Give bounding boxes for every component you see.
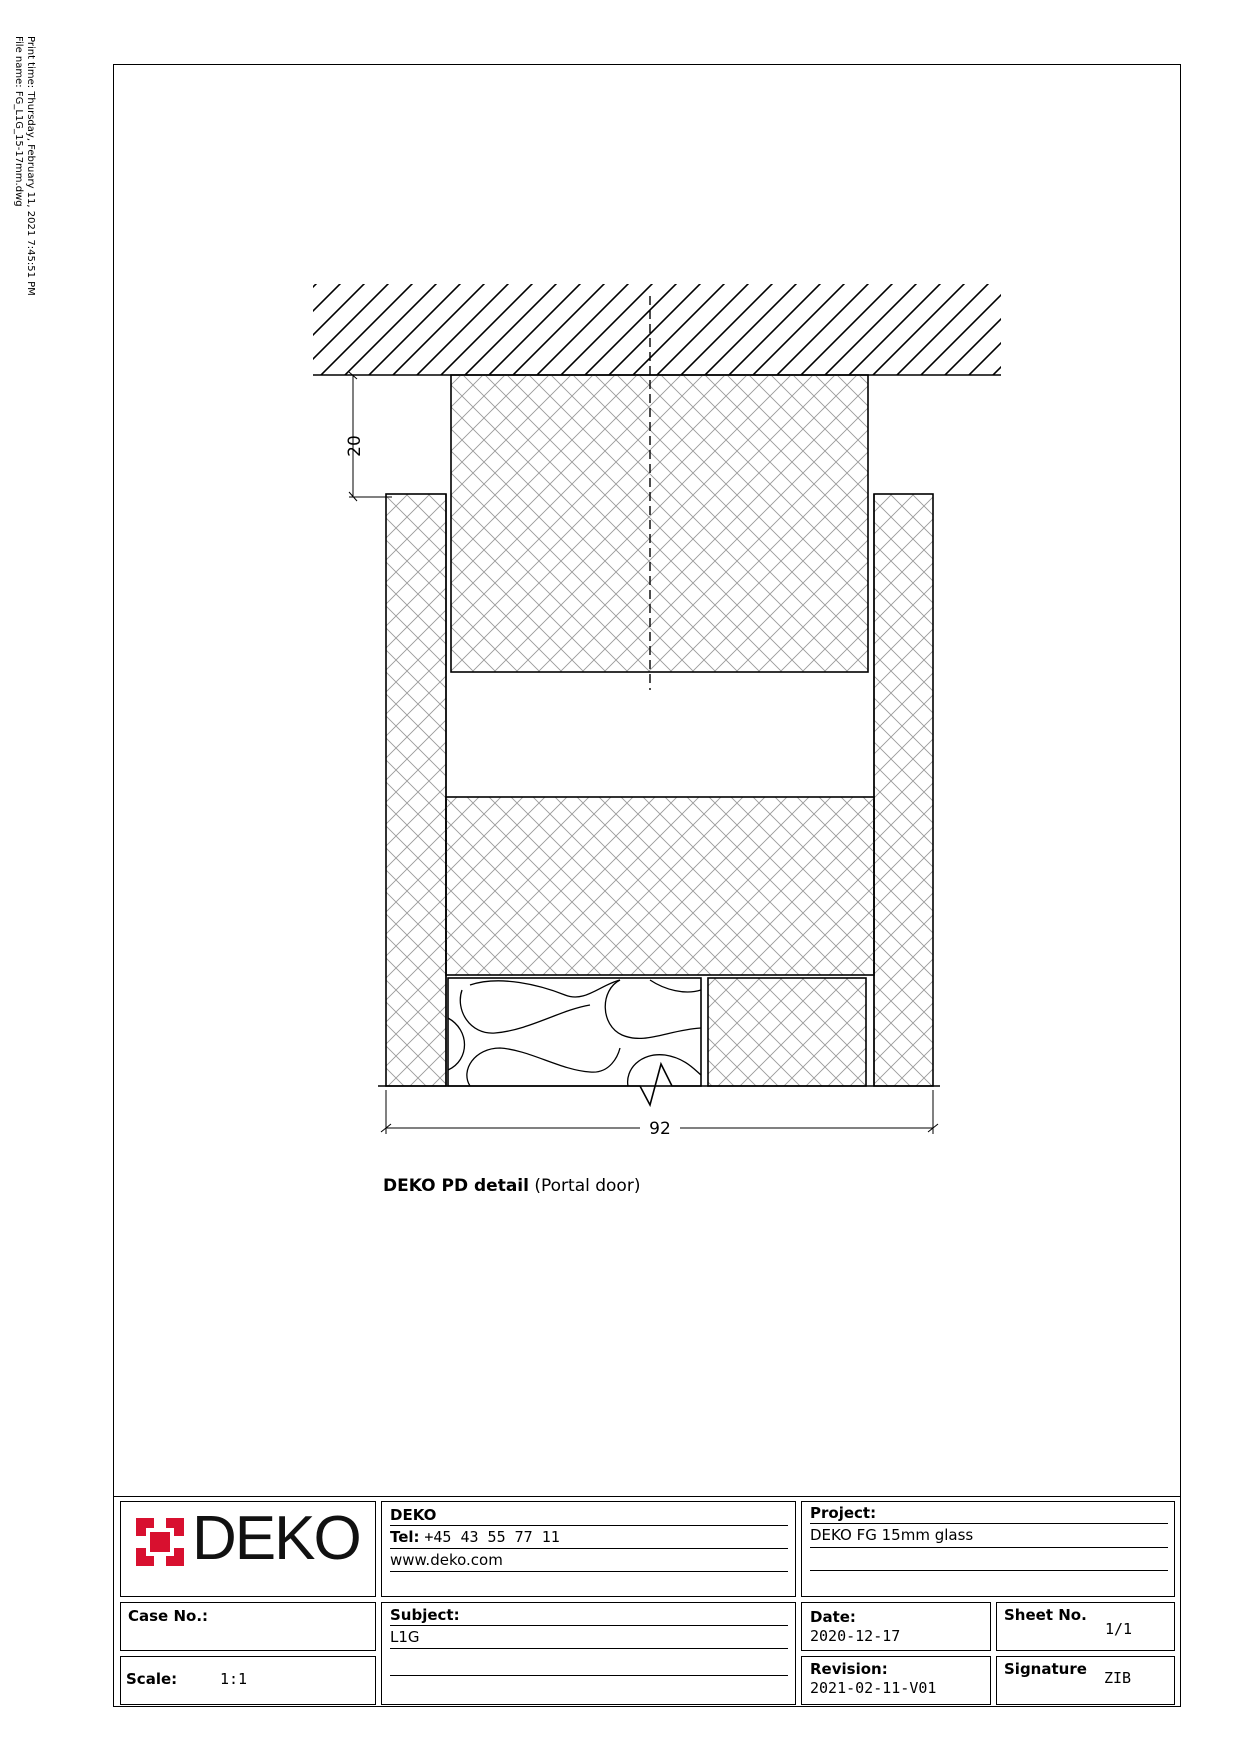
- revision-label: Revision:: [810, 1660, 888, 1678]
- company-tel: [390, 1528, 560, 1546]
- caption-title: DEKO PD detail: [383, 1176, 529, 1196]
- right-frame: [874, 494, 933, 1086]
- scale-label: Scale:: [126, 1670, 178, 1688]
- tel-value: +45 43 55 77 11: [424, 1528, 560, 1546]
- left-frame: [386, 494, 446, 1086]
- tel-label: Tel:: [390, 1528, 420, 1546]
- middle-block: [446, 797, 874, 975]
- deko-logo-word: DEKO: [192, 1504, 360, 1573]
- company-name: DEKO: [390, 1506, 437, 1524]
- project-value: DEKO FG 15mm glass: [810, 1526, 974, 1544]
- drawing-caption: [383, 1176, 640, 1196]
- height-dimension-label: 20: [345, 435, 365, 457]
- width-dimension-label: 92: [649, 1119, 671, 1139]
- title-block-top-line: [113, 1496, 1181, 1497]
- deko-logo-mark-icon: [136, 1518, 184, 1566]
- sheet-no-label: Sheet No.: [1004, 1606, 1087, 1624]
- bottom-right-block: [708, 978, 866, 1086]
- company-website: www.deko.com: [390, 1551, 503, 1569]
- revision-value: 2021-02-11-V01: [810, 1679, 937, 1697]
- company-box: [381, 1501, 796, 1597]
- subject-label: Subject:: [390, 1606, 460, 1624]
- print-time-text: Print time: Thursday, February 11, 2021 7:45:51 PM: [25, 36, 36, 296]
- signature-value: ZIB: [1104, 1669, 1132, 1687]
- project-label: Project:: [810, 1504, 877, 1522]
- date-value: 2020-12-17: [810, 1627, 901, 1645]
- scale-value: 1:1: [220, 1670, 248, 1688]
- caption-subtitle: (Portal door): [534, 1176, 641, 1196]
- ceiling-hatch: [313, 284, 1001, 375]
- signature-label: Signature: [1004, 1660, 1087, 1678]
- subject-value: L1G: [390, 1628, 420, 1646]
- date-label: Date:: [810, 1608, 856, 1626]
- top-block: [451, 375, 868, 672]
- sheet-no-value: 1/1: [1105, 1620, 1133, 1638]
- file-name-text: File name: FG_L1G_15-17mm.dwg: [13, 36, 24, 207]
- case-no-label: Case No.:: [128, 1607, 209, 1625]
- deko-logo: [120, 1500, 360, 1573]
